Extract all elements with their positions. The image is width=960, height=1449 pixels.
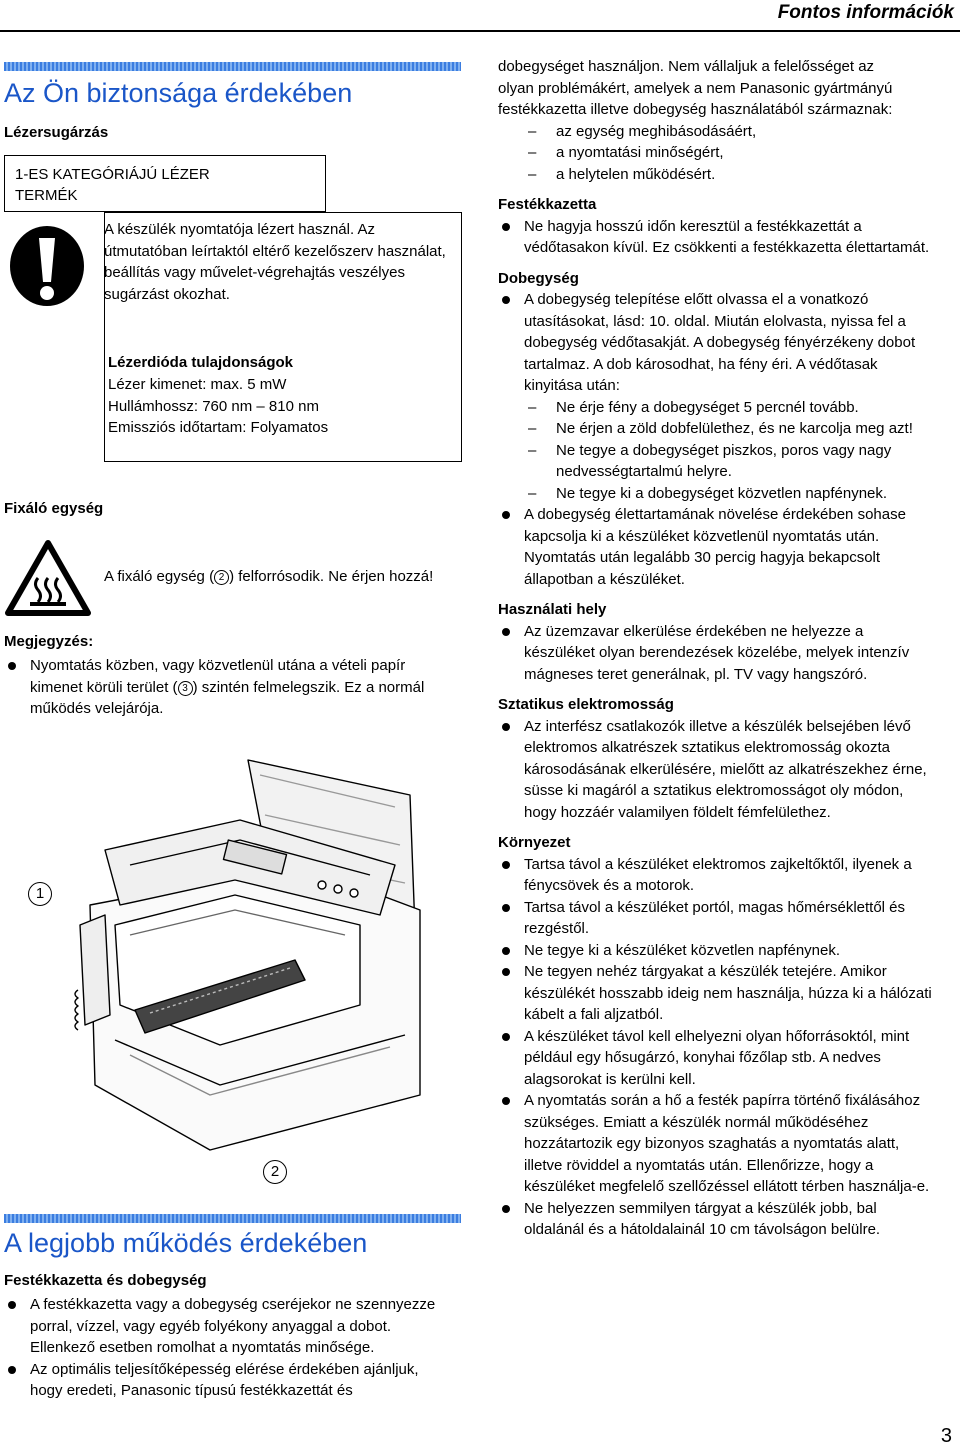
- text-fragment: készüléket megfelelő szellőzéssel ellátott térben használja-e.: [524, 1178, 930, 1195]
- dash-item: – az egység meghibásodásáért,: [498, 121, 958, 143]
- text-fragment: Ne tegyen nehéz tárgyakat a készülék tetejére. Amikor: [524, 963, 887, 980]
- bullet-item: [498, 716, 958, 824]
- dash-item: – Ne tegye ki a dobegységet közvetlen napfénynek.: [498, 483, 958, 505]
- note-text: [4, 655, 464, 720]
- text-fragment: fénycsövek és a motorok.: [524, 877, 695, 894]
- text-fragment: kapcsolja ki a készüléket közvetlenül nyomtatás után.: [524, 527, 880, 545]
- laser-heading: Lézersugárzás: [4, 124, 109, 141]
- text-fragment: süsse ki magáról a sztatikus elektromosságot oly módon,: [524, 782, 904, 799]
- bullet-item: [4, 1294, 474, 1359]
- fax-machine-illustration: [60, 755, 440, 1155]
- callout-1: 1: [28, 882, 52, 906]
- text-fragment: oldalánál és a hátoldalainál 10 cm távolságon belülre.: [524, 1221, 881, 1238]
- text-fragment: hozzátartozik egy bizonyos szaghatás a nyomtatás alatt,: [524, 1135, 900, 1152]
- text-line: sugárzást okozhat.: [104, 285, 230, 303]
- text-fragment: Nyomtatás közben, vagy közvetlenül utána a vételi papír: [30, 657, 406, 674]
- text-fragment: ) szintén felmelegszik. Ez a normál: [192, 678, 425, 696]
- text-fragment: illetve röviddel a nyomtatás után. Ellenőrizze, hogy a: [524, 1156, 874, 1174]
- text-fragment: Tartsa távol a készüléket elektromos zajkeltőktől, ilyenek a: [524, 855, 912, 873]
- text-fragment: Ne tegye a dobegységet piszkos, poros vagy nagy: [556, 441, 892, 459]
- text-fragment: A dobegység telepítése előtt olvassa el a vonatkozó: [524, 291, 869, 308]
- text-line: festékkazetta illetve dobegység használatából származnak:: [498, 101, 893, 118]
- text-fragment: kábelt a fali aljzatból.: [524, 1006, 664, 1023]
- text-fragment: Ne hagyja hosszú időn keresztül a festékkazettát a: [524, 217, 862, 235]
- text-fragment: nedvességtartalmú helyre.: [556, 463, 732, 480]
- text-fragment: Az optimális teljesítőképesség elérése érdekében ajánljuk,: [30, 1360, 419, 1378]
- bullet-item: [498, 940, 958, 962]
- text-fragment: A nyomtatás során a hő a festék papírra történő fixálásához: [524, 1092, 921, 1109]
- text-line: dobegységet használjon. Nem vállaljuk a felelősséget az: [498, 58, 875, 75]
- laser-class-line: 1-ES KATEGÓRIÁJÚ LÉZER: [15, 166, 210, 183]
- text-fragment: elektromos alkatrészek sztatikus elektromosság okozta: [524, 739, 890, 756]
- toner-heading: Festékkazetta és dobegység: [4, 1272, 207, 1289]
- text-fragment: A készüléket távol kell elhelyezni olyan hőforrásoktól, mint: [524, 1027, 910, 1045]
- exclamation-warning-icon: [8, 224, 86, 308]
- text-fragment: alagsorokat is kerülni kell.: [524, 1070, 696, 1088]
- running-header: Fontos információk: [777, 2, 954, 23]
- text-fragment: védőtasakon kívül. Ez csökkenti a festékkazetta élettartamát.: [524, 239, 930, 256]
- text-fragment: A dobegység élettartamának növelése érdekében sohase: [524, 506, 906, 523]
- callout-number: 2: [214, 570, 229, 585]
- bullet-item: [498, 216, 958, 259]
- text-fragment: hogy hozzáér valamilyen földelt fémfelülethez.: [524, 803, 831, 821]
- text-fragment: rezgéstől.: [524, 920, 590, 937]
- bullet-item: [498, 1198, 958, 1241]
- cartridge-heading: Festékkazetta: [498, 196, 597, 213]
- text-fragment: Ellenkező esetben romolhat a nyomtatás minősége.: [30, 1339, 375, 1356]
- bullet-item: [498, 1090, 958, 1198]
- best-title: A legjobb működés érdekében: [4, 1228, 368, 1258]
- text-fragment: készülékét hosszabb ideig nem használja, húzza ki a hálózati: [524, 984, 932, 1002]
- safety-title: Az Ön biztonsága érdekében: [4, 78, 353, 108]
- dash-item: – Ne érje fény a dobegységet 5 percnél tovább.: [498, 397, 958, 419]
- bullet-item: [4, 655, 464, 720]
- text-fragment: állapotban a készüléket.: [524, 570, 685, 588]
- text-fragment: Az interfész csatlakozók illetve a készülék belsejében lévő: [524, 717, 911, 735]
- bullet-item: [498, 289, 958, 397]
- text-fragment: Ne tegye ki a készüléket közvetlen napfénynek.: [524, 941, 841, 959]
- text-fragment: mágneses teret generálnak, pl. TV vagy hangszóró.: [524, 665, 868, 683]
- bullet-item: [4, 1359, 474, 1402]
- diode-heading: Lézerdióda tulajdonságok: [108, 354, 294, 371]
- text-fragment: tartalmaz. A dob károsodhat, ha fény éri. A védőtasak: [524, 355, 878, 373]
- callout-2: 2: [263, 1160, 287, 1184]
- bullet-item: [498, 1026, 958, 1091]
- text-fragment: A fixáló egység (: [104, 568, 215, 585]
- text-fragment: utasításokat, lásd: 10. oldal. Miután elolvasta, nyissa fel a: [524, 312, 906, 330]
- text-fragment: A festékkazetta vagy a dobegység cseréjekor ne szennyezze: [30, 1296, 436, 1313]
- bullet-item: [498, 854, 958, 897]
- callout-number: 3: [178, 681, 193, 696]
- dash-item: – a nyomtatási minőségért,: [498, 142, 958, 164]
- dash-item: [498, 440, 958, 483]
- laser-class-line: TERMÉK: [15, 187, 78, 204]
- text-fragment: hogy eredeti, Panasonic típusú festékkazettát és: [30, 1382, 353, 1399]
- fuser-heading: Fixáló egység: [4, 500, 104, 517]
- text-line: Hullámhossz: 760 nm – 810 nm: [108, 397, 319, 415]
- text-line: beállítás vagy művelet-végrehajtás veszélyes: [104, 264, 405, 281]
- text-fragment: Nyomtatás után legalább 30 percig hagyja bekapcsolt: [524, 549, 881, 566]
- text-fragment: porral, vízzel, vagy egyéb folyékony anyaggal a dobot.: [30, 1317, 392, 1335]
- drum-heading: Dobegység: [498, 269, 579, 287]
- hot-surface-warning-icon: [4, 538, 92, 618]
- bullet-item: [498, 897, 958, 940]
- text-fragment: károsodásának elkerülésére, mielőtt az alkatrészekhez érne,: [524, 760, 927, 778]
- text-fragment: készüléket olyan berendezések közelébe, melyek intenzív: [524, 644, 910, 661]
- dash-item: – a helytelen működésért.: [498, 164, 958, 186]
- text-fragment: működés velejárója.: [30, 700, 164, 717]
- diode-properties: [108, 374, 328, 439]
- right-column: [498, 56, 958, 1241]
- text-fragment: kimenet körüli terület (: [30, 678, 178, 696]
- text-fragment: ) felforrósodik. Ne érjen hozzá!: [229, 568, 434, 585]
- text-fragment: dobegység védőtasakját. A dobegység fényérzékeny dobot: [524, 334, 916, 351]
- text-fragment: szükséges. Emiatt a készülék normál működéséhez: [524, 1113, 869, 1131]
- text-line: útmutatóban leírtaktól eltérő kezelőszerv használat,: [104, 242, 446, 260]
- text-fragment: például egy hősugárzó, konyhai főzőlap stb. A nedves: [524, 1049, 881, 1066]
- section-bar: [4, 62, 461, 71]
- note-heading: Megjegyzés:: [4, 633, 94, 650]
- environment-heading: Környezet: [498, 834, 571, 851]
- text-line: olyan problémákért, amelyek a nem Panasonic gyártmányú: [498, 79, 893, 97]
- text-line: A készülék nyomtatója lézert használ. Az: [104, 221, 375, 238]
- text-fragment: kinyitása után:: [524, 377, 620, 394]
- header-rule: [0, 30, 960, 32]
- page-number: 3: [940, 1425, 952, 1447]
- toner-bullets: [4, 1294, 474, 1402]
- bullet-item: [498, 504, 958, 590]
- bullet-item: [498, 961, 958, 1026]
- static-heading: Sztatikus elektromosság: [498, 696, 674, 713]
- bullet-item: [498, 621, 958, 686]
- text-line: Emissziós időtartam: Folyamatos: [108, 419, 329, 436]
- text-fragment: Ne helyezzen semmilyen tárgyat a készülék jobb, bal: [524, 1199, 877, 1217]
- text-fragment: Az üzemzavar elkerülése érdekében ne helyezze a: [524, 622, 864, 640]
- laser-class-box: [4, 155, 326, 212]
- laser-warning-text: [104, 219, 464, 305]
- location-heading: Használati hely: [498, 601, 607, 618]
- section-bar: [4, 1214, 461, 1223]
- text-line: Lézer kimenet: max. 5 mW: [108, 376, 287, 393]
- fuser-warning: [104, 566, 433, 588]
- text-fragment: Tartsa távol a készüléket portól, magas hőmérséklettől és: [524, 898, 906, 916]
- dash-item: – Ne érjen a zöld dobfelülethez, és ne karcolja meg azt!: [498, 418, 958, 440]
